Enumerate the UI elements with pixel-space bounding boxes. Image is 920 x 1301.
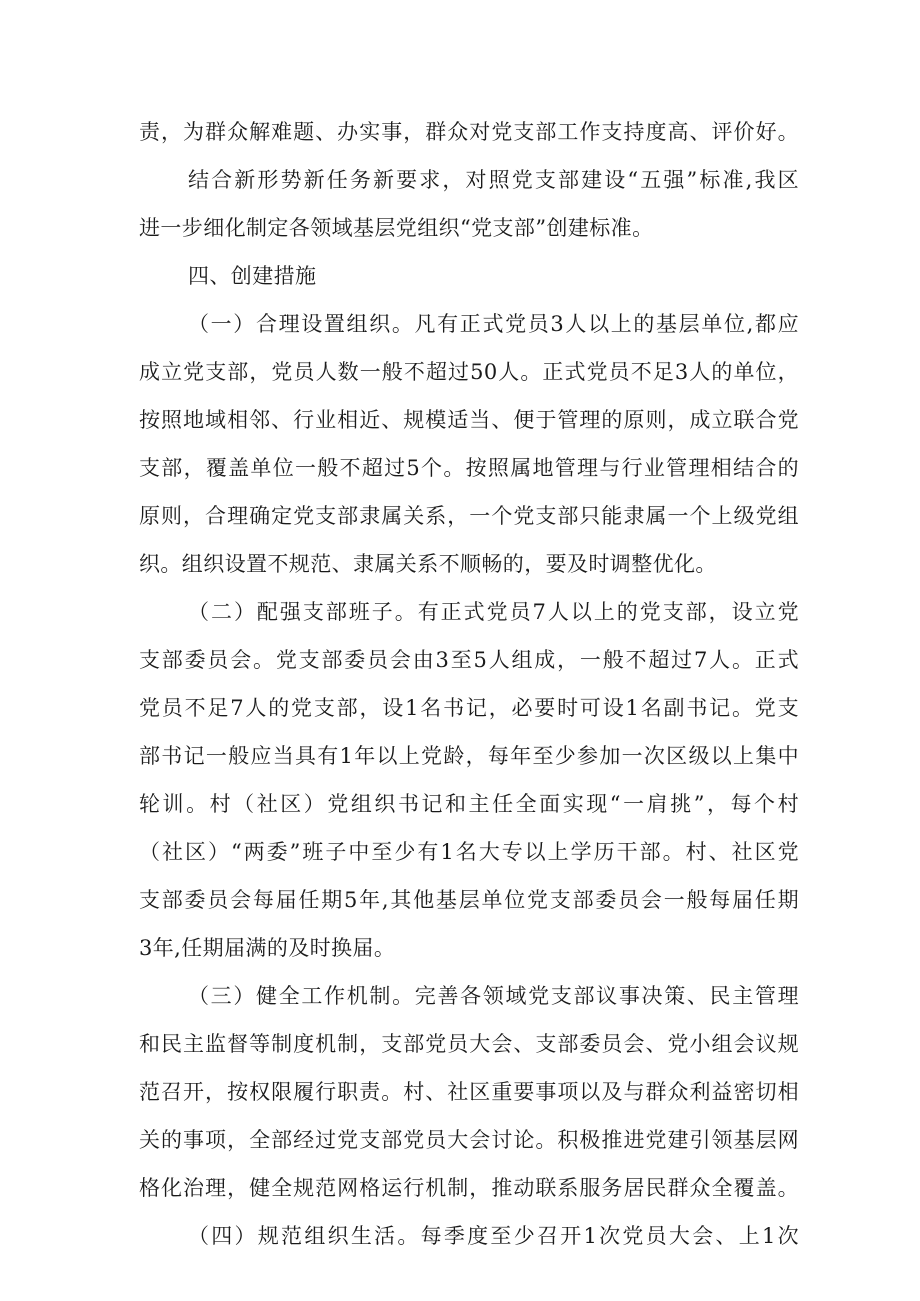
paragraph-line: 和民主监督等制度机制，支部党员大会、支部委员会、党小组会议规 [139,1032,799,1056]
paragraph-line: 党员不足7人的党支部，设1名书记，必要时可设1名副书记。党支 [139,696,799,720]
paragraph-line: 原则，合理确定党支部隶属关系，一个党支部只能隶属一个上级党组 [139,504,799,528]
paragraph-line: 支部委员会。党支部委员会由3至5人组成，一般不超过7人。正式 [139,648,799,672]
paragraph-line: 结合新形势新任务新要求，对照党支部建设“五强”标准,我区 [188,168,799,192]
paragraph-line: 织。组织设置不规范、隶属关系不顺畅的，要及时调整优化。 [139,552,717,576]
paragraph-line: 责，为群众解难题、办实事，群众对党支部工作支持度高、评价好。 [139,120,799,144]
paragraph-line: 格化治理，健全规范网格运行机制，推动联系服务居民群众全覆盖。 [139,1176,799,1200]
paragraph-line: 按照地域相邻、行业相近、规模适当、便于管理的原则，成立联合党 [139,408,799,432]
paragraph-line: 进一步细化制定各领域基层党组织“党支部”创建标准。 [139,216,654,240]
paragraph-line: 部书记一般应当具有1年以上党龄，每年至少参加一次区级以上集中 [139,744,799,768]
paragraph-line: 3年,任期届满的及时换届。 [139,936,396,960]
paragraph-line: （社区）“两委”班子中至少有1名大专以上学历干部。村、社区党 [139,840,799,864]
paragraph-line: 支部委员会每届任期5年,其他基层单位党支部委员会一般每届任期 [139,888,799,912]
paragraph-line: （四）规范组织生活。每季度至少召开1次党员大会、上1次 [188,1224,799,1248]
paragraph-line: （二）配强支部班子。有正式党员7人以上的党支部，设立党 [188,600,799,624]
paragraph-line: 支部，覆盖单位一般不超过5个。按照属地管理与行业管理相结合的 [139,456,799,480]
paragraph-line: 轮训。村（社区）党组织书记和主任全面实现“一肩挑”，每个村 [139,792,799,816]
paragraph-line: 四、创建措施 [188,264,317,288]
paragraph-line: 成立党支部，党员人数一般不超过50人。正式党员不足3人的单位， [139,360,799,384]
paragraph-line: （三）健全工作机制。完善各领域党支部议事决策、民主管理 [188,984,799,1008]
paragraph-line: 范召开，按权限履行职责。村、社区重要事项以及与群众利益密切相 [139,1080,799,1104]
paragraph-line: 关的事项，全部经过党支部党员大会讨论。积极推进党建引领基层网 [139,1128,799,1152]
paragraph-line: （一）合理设置组织。凡有正式党员3人以上的基层单位,都应 [188,312,799,336]
